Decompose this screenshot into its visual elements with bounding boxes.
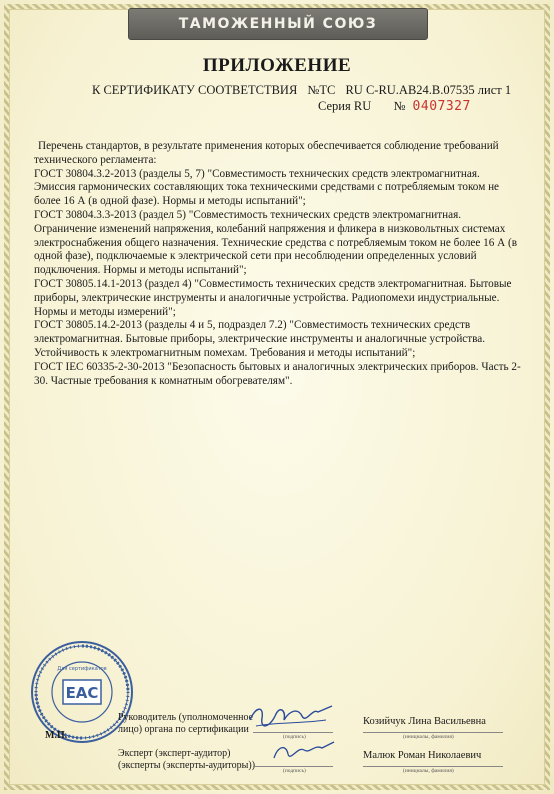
series-label: Серия <box>318 99 351 113</box>
seal-inner-text: Для сертификатов <box>57 666 107 672</box>
form-number: 0407327 <box>412 99 471 114</box>
series-value: RU <box>353 99 372 113</box>
certificate-reference <box>92 83 511 98</box>
cert-prefix: К СЕРТИФИКАТУ СООТВЕТСТВИЯ <box>92 83 298 97</box>
expert-signature-line <box>253 766 333 767</box>
expert-label-1: Эксперт (эксперт-аудитор) <box>118 748 231 759</box>
standard-item: ГОСТ 30805.14.2-2013 (разделы 4 и 5, подраздел 7.2) "Совместимость технических средств электромагнитная. Бытовые приборы, электрические инструменты и аналогичные устройства. Устойчивость к электромагнитным помехам. Требования и методы испытаний"; <box>34 319 486 359</box>
stamp-place-label: М.П. <box>45 730 68 741</box>
page-title: ПРИЛОЖЕНИЕ <box>202 55 352 76</box>
series-line <box>318 99 471 114</box>
cert-no-label: №ТС <box>307 83 336 97</box>
head-label-1: Руководитель (уполномоченное <box>118 712 254 723</box>
cert-number: RU C-RU.AB24.B.07535 <box>345 83 475 97</box>
head-signature-icon <box>246 702 336 734</box>
standard-item: ГОСТ 30805.14.1-2013 (раздел 4) "Совместимость технических средств электромагнитная. Бытовые приборы, электрические инструменты и аналогичные устройства. Радиопомехи индустриальные. Нормы и методы измерений"; <box>34 277 512 318</box>
intro-paragraph: Перечень стандартов, в результате применения которых обеспечивается соблюдение требований технического регламента: <box>34 140 499 166</box>
head-name-line <box>363 732 503 733</box>
banner-text: ТАМОЖЕННЫЙ СОЮЗ <box>178 16 378 32</box>
head-signature-hint: (подпись) <box>283 734 306 740</box>
customs-union-banner <box>128 8 428 40</box>
expert-name-hint: (инициалы, фамилия) <box>403 768 454 774</box>
head-name-hint: (инициалы, фамилия) <box>403 734 454 740</box>
expert-label-2: (эксперты (эксперты-аудиторы)) <box>118 760 256 771</box>
head-name: Козийчук Лина Васильевна <box>363 716 486 727</box>
eac-mark: ЕАС <box>65 684 99 702</box>
head-signature-line <box>253 732 333 733</box>
expert-signature-hint: (подпись) <box>283 768 306 774</box>
expert-name: Малюк Роман Николаевич <box>363 750 482 761</box>
standard-item: ГОСТ IEC 60335-2-30-2013 "Безопасность бытовых и аналогичных электрических приборов. Часть 2-30. Частные требования к комнатным обогревателям". <box>34 360 521 387</box>
expert-name-line <box>363 766 503 767</box>
number-label: № <box>393 99 406 113</box>
expert-signature-icon <box>268 736 338 766</box>
sheet-label: лист 1 <box>477 83 512 97</box>
head-label-2: лицо) органа по сертификации <box>118 724 249 735</box>
standard-item: ГОСТ 30804.3.2-2013 (разделы 5, 7) "Совместимость технических средств электромагнитная. Эмиссия гармонических составляющих тока техническими средствами с потребляемым током не более 16 А (в одной фазе). Нормы и методы испытаний"; <box>34 167 500 208</box>
standards-list <box>34 140 524 388</box>
standard-item: ГОСТ 30804.3.3-2013 (раздел 5) "Совместимость технических средств электромагнитная. Ограничение изменений напряжения, колебаний напряжения и фликера в низковольтных системах электроснабжения общего назначения. Технические средства с потребляемым током не более 16 А (в одной фазе), подключаемые к электрической сети при несоблюдении определенных условий подключения. Нормы и методы испытаний"; <box>34 208 517 277</box>
